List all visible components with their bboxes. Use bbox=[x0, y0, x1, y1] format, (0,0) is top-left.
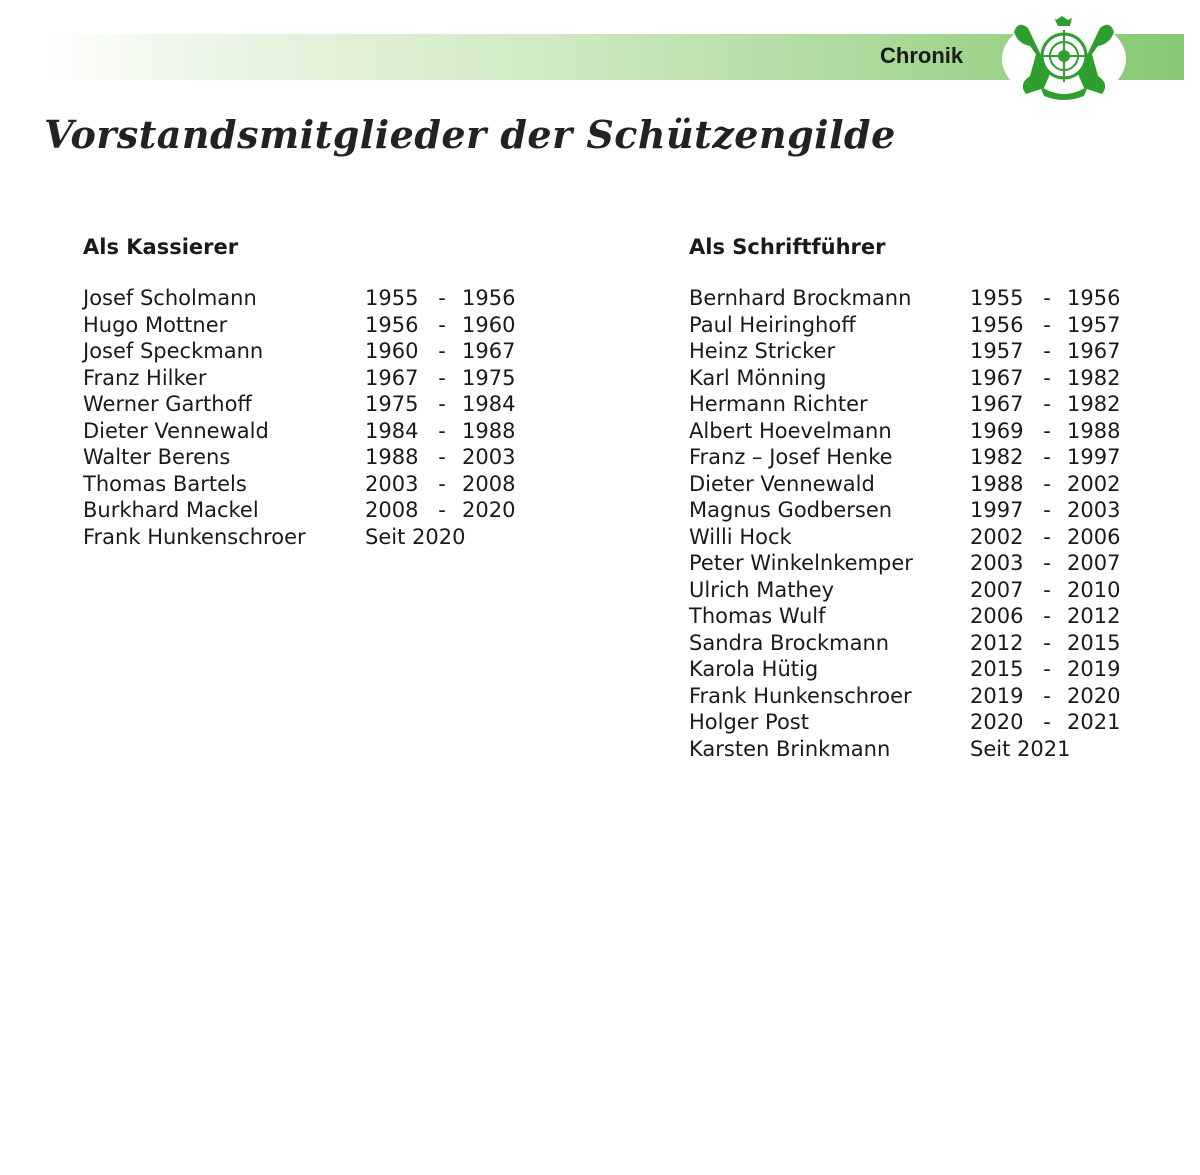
term-start-year: 1982 bbox=[970, 445, 1024, 469]
list-item bbox=[83, 285, 522, 312]
term-start-year: 1967 bbox=[970, 392, 1024, 416]
term-since: Seit 2021 bbox=[970, 736, 1071, 761]
list-item bbox=[689, 603, 1127, 630]
member-name: Burkhard Mackel bbox=[83, 498, 259, 522]
term-end-year: 2003 bbox=[1067, 498, 1121, 522]
term-start-year: 1957 bbox=[970, 339, 1024, 363]
list-item bbox=[83, 497, 522, 524]
member-name: Hermann Richter bbox=[689, 392, 868, 416]
term-years bbox=[970, 444, 1127, 471]
term-separator: - bbox=[438, 339, 446, 363]
term-separator: - bbox=[1043, 286, 1051, 310]
term-separator: - bbox=[1043, 604, 1051, 628]
term-years bbox=[970, 656, 1127, 683]
term-since: Seit 2020 bbox=[365, 524, 466, 549]
list-item bbox=[83, 418, 522, 445]
term-start-year: 2007 bbox=[970, 577, 1024, 602]
term-years bbox=[970, 577, 1127, 604]
term-years bbox=[970, 550, 1127, 577]
term-years bbox=[970, 312, 1127, 339]
term-separator: - bbox=[1043, 683, 1051, 708]
term-end-year: 1975 bbox=[462, 365, 516, 390]
member-name: Thomas Wulf bbox=[689, 604, 826, 628]
term-start-year: 1969 bbox=[970, 418, 1024, 443]
term-start-year: 1967 bbox=[365, 365, 419, 390]
term-years bbox=[970, 391, 1127, 418]
member-name: Karl Mönning bbox=[689, 365, 827, 390]
schriftfuehrer-list bbox=[689, 285, 1127, 762]
term-separator: - bbox=[1043, 312, 1051, 337]
term-start-year: 1956 bbox=[970, 312, 1024, 337]
term-start-year: 1988 bbox=[365, 445, 419, 469]
term-separator: - bbox=[438, 498, 446, 522]
term-years bbox=[365, 312, 522, 339]
term-end-year: 2020 bbox=[462, 498, 516, 522]
term-separator: - bbox=[1043, 339, 1051, 363]
term-end-year: 1997 bbox=[1067, 445, 1121, 469]
term-end-year: 2015 bbox=[1067, 630, 1121, 655]
list-item bbox=[689, 497, 1127, 524]
term-years bbox=[970, 709, 1127, 736]
term-years bbox=[365, 418, 522, 445]
member-name: Werner Garthoff bbox=[83, 392, 252, 416]
term-start-year: 2003 bbox=[970, 551, 1024, 575]
term-separator: - bbox=[1043, 657, 1051, 681]
term-years bbox=[970, 471, 1127, 498]
member-name: Ulrich Mathey bbox=[689, 577, 835, 602]
term-start-year: 1955 bbox=[365, 286, 419, 310]
term-separator: - bbox=[1043, 551, 1051, 575]
term-end-year: 1967 bbox=[462, 339, 516, 363]
term-start-year: 2020 bbox=[970, 710, 1024, 734]
term-end-year: 2002 bbox=[1067, 471, 1121, 496]
term-end-year: 2019 bbox=[1067, 657, 1121, 681]
term-years bbox=[365, 444, 522, 471]
member-name: Bernhard Brockmann bbox=[689, 286, 912, 310]
member-name: Peter Winkelnkemper bbox=[689, 551, 913, 575]
member-name: Dieter Vennewald bbox=[689, 471, 875, 496]
member-name: Hugo Mottner bbox=[83, 312, 228, 337]
list-item bbox=[83, 471, 522, 498]
member-name: Sandra Brockmann bbox=[689, 630, 890, 655]
member-name: Albert Hoevelmann bbox=[689, 418, 892, 443]
list-item bbox=[689, 338, 1127, 365]
list-item bbox=[83, 365, 522, 392]
kassierer-heading: Als Kassierer bbox=[83, 235, 239, 259]
term-start-year: 2019 bbox=[970, 683, 1024, 708]
term-separator: - bbox=[438, 365, 446, 390]
term-years bbox=[970, 683, 1127, 710]
term-separator: - bbox=[1043, 524, 1051, 549]
term-end-year: 2020 bbox=[1067, 683, 1121, 708]
term-separator: - bbox=[438, 286, 446, 310]
member-name: Magnus Godbersen bbox=[689, 498, 893, 522]
member-name: Walter Berens bbox=[83, 445, 231, 469]
list-item bbox=[689, 550, 1127, 577]
list-item bbox=[689, 471, 1127, 498]
page-title: Vorstandsmitglieder der Schützengilde bbox=[44, 112, 896, 157]
schriftfuehrer-heading: Als Schriftführer bbox=[689, 235, 886, 259]
term-end-year: 2021 bbox=[1067, 710, 1121, 734]
term-start-year: 1967 bbox=[970, 365, 1024, 390]
term-start-year: 1997 bbox=[970, 498, 1024, 522]
member-name: Josef Speckmann bbox=[83, 339, 264, 363]
term-end-year: 1982 bbox=[1067, 365, 1121, 390]
term-end-year: 1984 bbox=[462, 392, 516, 416]
schuetzengilde-crest-icon bbox=[1000, 14, 1128, 102]
term-end-year: 2003 bbox=[462, 445, 516, 469]
term-separator: - bbox=[438, 445, 446, 469]
list-item bbox=[689, 312, 1127, 339]
term-end-year: 2010 bbox=[1067, 577, 1121, 602]
member-name: Dieter Vennewald bbox=[83, 418, 269, 443]
kassierer-section bbox=[83, 232, 522, 550]
member-name: Heinz Stricker bbox=[689, 339, 836, 363]
term-separator: - bbox=[1043, 710, 1051, 734]
term-separator: - bbox=[1043, 445, 1051, 469]
term-end-year: 1957 bbox=[1067, 312, 1121, 337]
term-separator: - bbox=[438, 471, 446, 496]
term-start-year: 2006 bbox=[970, 604, 1024, 628]
term-end-year: 1988 bbox=[1067, 418, 1121, 443]
member-name: Paul Heiringhoff bbox=[689, 312, 856, 337]
member-name: Frank Hunkenschroer bbox=[689, 683, 912, 708]
term-separator: - bbox=[1043, 577, 1051, 602]
member-name: Thomas Bartels bbox=[83, 471, 247, 496]
term-end-year: 1956 bbox=[1067, 286, 1121, 310]
list-item bbox=[83, 524, 522, 551]
term-end-year: 2006 bbox=[1067, 524, 1121, 549]
term-end-year: 1988 bbox=[462, 418, 516, 443]
term-start-year: 1960 bbox=[365, 339, 419, 363]
term-years bbox=[365, 285, 522, 312]
list-item bbox=[689, 285, 1127, 312]
section-label: Chronik bbox=[880, 43, 964, 68]
term-separator: - bbox=[1043, 365, 1051, 390]
member-name: Franz – Josef Henke bbox=[689, 445, 893, 469]
term-start-year: 2012 bbox=[970, 630, 1024, 655]
schriftfuehrer-section bbox=[689, 232, 1127, 762]
term-end-year: 2007 bbox=[1067, 551, 1121, 575]
term-end-year: 1960 bbox=[462, 312, 516, 337]
term-separator: - bbox=[438, 312, 446, 337]
term-years bbox=[970, 418, 1127, 445]
list-item bbox=[83, 338, 522, 365]
term-years bbox=[970, 736, 1070, 763]
term-end-year: 2012 bbox=[1067, 604, 1121, 628]
list-item bbox=[689, 683, 1127, 710]
list-item bbox=[689, 524, 1127, 551]
term-start-year: 1956 bbox=[365, 312, 419, 337]
term-start-year: 1984 bbox=[365, 418, 419, 443]
list-item bbox=[83, 444, 522, 471]
term-separator: - bbox=[1043, 392, 1051, 416]
list-item bbox=[689, 709, 1127, 736]
term-separator: - bbox=[438, 418, 446, 443]
term-separator: - bbox=[1043, 418, 1051, 443]
term-years bbox=[970, 365, 1127, 392]
term-years bbox=[365, 524, 465, 551]
term-separator: - bbox=[1043, 630, 1051, 655]
term-separator: - bbox=[1043, 498, 1051, 522]
member-name: Holger Post bbox=[689, 710, 809, 734]
kassierer-list bbox=[83, 285, 522, 550]
term-end-year: 2008 bbox=[462, 471, 516, 496]
term-start-year: 1975 bbox=[365, 392, 419, 416]
term-end-year: 1967 bbox=[1067, 339, 1121, 363]
list-item bbox=[689, 736, 1127, 763]
term-separator: - bbox=[438, 392, 446, 416]
term-years bbox=[365, 391, 522, 418]
term-start-year: 2015 bbox=[970, 657, 1024, 681]
term-years bbox=[970, 338, 1127, 365]
member-name: Karola Hütig bbox=[689, 657, 819, 681]
term-end-year: 1982 bbox=[1067, 392, 1121, 416]
term-years bbox=[970, 285, 1127, 312]
list-item bbox=[83, 391, 522, 418]
list-item bbox=[689, 577, 1127, 604]
list-item bbox=[83, 312, 522, 339]
list-item bbox=[689, 444, 1127, 471]
term-years bbox=[365, 471, 522, 498]
list-item bbox=[689, 391, 1127, 418]
term-start-year: 1988 bbox=[970, 471, 1024, 496]
term-years bbox=[970, 603, 1127, 630]
member-name: Franz Hilker bbox=[83, 365, 207, 390]
member-name: Frank Hunkenschroer bbox=[83, 524, 306, 549]
term-years bbox=[365, 338, 522, 365]
member-name: Josef Scholmann bbox=[83, 286, 257, 310]
list-item bbox=[689, 418, 1127, 445]
term-start-year: 2003 bbox=[365, 471, 419, 496]
term-start-year: 1955 bbox=[970, 286, 1024, 310]
member-name: Karsten Brinkmann bbox=[689, 736, 891, 761]
term-start-year: 2008 bbox=[365, 498, 419, 522]
list-item bbox=[689, 630, 1127, 657]
term-separator: - bbox=[1043, 471, 1051, 496]
term-years bbox=[365, 497, 522, 524]
term-start-year: 2002 bbox=[970, 524, 1024, 549]
term-end-year: 1956 bbox=[462, 286, 516, 310]
term-years bbox=[970, 497, 1127, 524]
list-item bbox=[689, 365, 1127, 392]
list-item bbox=[689, 656, 1127, 683]
member-name: Willi Hock bbox=[689, 524, 792, 549]
term-years bbox=[365, 365, 522, 392]
term-years bbox=[970, 524, 1127, 551]
term-years bbox=[970, 630, 1127, 657]
